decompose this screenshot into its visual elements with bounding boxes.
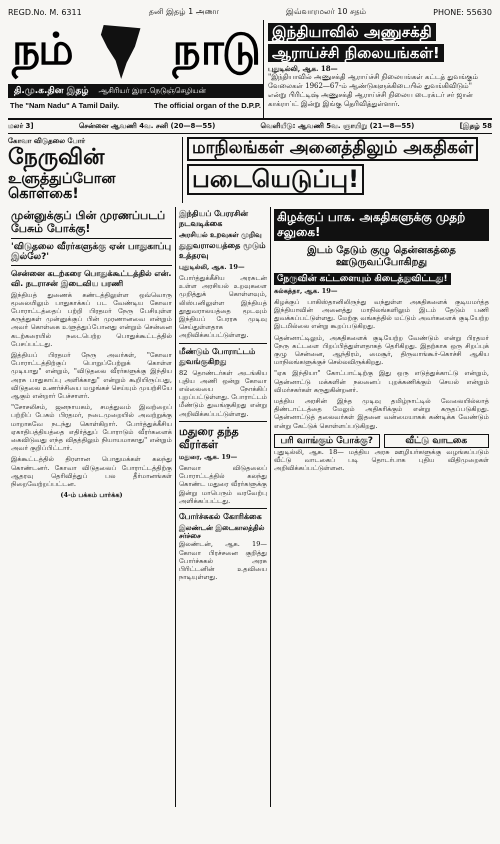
issue-price: தனி இதழ் 1 அணா [148,7,219,16]
col1-paragraph: இந்தியத் துணைக் கண்டத்திலுள்ள ஒவ்வொரு மூலையிலும் பாதுகாக்கப் பட வேண்டிய கோவா போராட்டத்தைப் பற்றி பிரதமர் நேரு பேசியுள்ள கருத்துகள் முன்னுக்குப் பின் முரணானவை என்றும் அவர் கொள்கை உளுத்துப்போனது என்றும் சென்னை கடற்கரையில் நடைபெற்ற பொதுக்கூட்டத்தில் பேசப்பட்டது. [11,290,172,348]
col1-paragraph: இத்தியப் பிரதமர் நேரு அவர்கள், "கோவா போராட்டத்திற்குப் பொறுப்பேற்றுக் கொள்ள முடியாது" என்றும், "விடுதலை வீரர்களுக்கு இந்திய அரசு பாதுகாப்பு அளிக்காது" என்றும் கூறியிருப்பது, விடுதலை உணர்ச்சியை மழுங்கச் செய்யும் முயற்சியே ஆகும் என்றார் பேச்சாளர். [11,350,172,400]
col2-dateline-2: மதுரை, ஆக. 19— [179,452,238,461]
map-icon [99,25,145,79]
col1-subhead: முன்னுக்குப் பின் முரணப்படப் பேசும் போக்கு! [11,208,166,235]
col2-subhead-2: துதுவராலயத்தை மூடும் உத்தரவு [179,240,266,260]
bottom-boxes [274,434,489,448]
logo-word-left: நம் [12,23,72,75]
party-name: தி.மு.க.தின இதழ் [8,86,94,97]
col3-paragraph: புதுடில்லி, ஆக. 18— மத்திய அரசு ஊழியர்களுக்கு வழங்கப்படும் வீட்டு வாடகைப் படி தொடர்பாக புதிய விதிமுறைகள் அறிவிக்கப்பட்டுள்ளன. [274,447,489,473]
col1-paragraph: இக்கூட்டத்தில் திரளான பொதுமக்கள் கலந்து கொண்டனர். கோவா விடுதலைப் போராட்டத்திற்கு ஆதரவு தெரிவித்துப் பல தீர்மானங்கள் நிறைவேற்றப்பட்டன. [11,455,172,488]
col1-paragraph: "சோசலிசம், ஜனநாயகம், சமத்துவம் இவற்றைப் பற்றிப் பேசும் பிரதமர், நடைமுறையில் அவற்றுக்கு மாறாகவே நடந்து கொள்கிறார். போர்த்துக்கீசிய ஏகாதிபத்தியத்தை எதிர்த்துப் போராடும் வீரர்களைக் கைவிடுவது எந்த விதத்திலும் நியாயமாகாது" என்றும் அவர் குறிப்பிட்டார். [11,403,172,453]
col3-subhead-2: நேருவின் கட்டளையும் கிடைத்துவிட்டது! [274,273,451,285]
top-right-story [263,20,492,118]
english-organ: The official organ of the D.P.P. [154,101,261,110]
col3-paragraph: மத்திய அரசின் இந்த முடிவு தமிழ்நாட்டில் வேலையில்லாத் திண்டாட்டத்தை மேலும் அதிகரிக்கும் என்று கருதப்படுகிறது. தென்னாட்டுத் தலைவர்கள் இதனை வன்மையாகக் கண்டிக்க வேண்டும் என்று கேட்டுக் கொள்ளப்படுகிறது. [274,396,489,430]
col2-subhead: இந்தியப் பேரரசின் நடவடிக்கை [179,208,248,228]
col2-paragraph: 82 தொண்டர்கள் அடங்கிய புதிய அணி ஒன்று கோவா எல்லையை நோக்கிப் புறப்பட்டுள்ளது. போராட்டம் மீண்டும் துவங்குகிறது என்று அறிவிக்கப்பட்டுள்ளது. [179,368,267,418]
col1-subhead-2: சென்னை கடற்கரை பொதுக்கூட்டத்தில் என். வி. நடராசன் இடைவிய பரணி [11,268,172,288]
english-name: The "Nam Nadu" A Tamil Daily. [10,101,120,110]
col2-subhead-3: மீண்டும் போராட்டம் துவங்குகிறது [179,346,256,366]
main-headlines [8,137,492,203]
col2-tag: அரசியல் உறவுகள் முறிவு [179,230,262,239]
phone-number: PHONE: 55630 [433,7,492,17]
box-headline-1: பரி வாங்கும் போக்கு? [274,434,380,448]
box-headline-2: வீட்டு வாடகை [384,434,490,448]
headline-states: மாநிலங்கள் அனைத்திலும் அகதிகள் [187,137,478,161]
headline-invasion: படையெடுப்பு! [187,164,364,195]
col2-paragraph: கோவா விடுதலைப் போராட்டத்தில் கலந்து கொண்ட மதுரை வீரர்களுக்கு இன்று மாபெரும் வரவேற்பு அளிக்கப்பட்டது. [179,463,267,505]
headline-left [8,137,183,203]
divider [11,238,172,239]
col2-subhead-6: இலண்டன் இடைகாலத்தில் சர்ச்சை [179,524,265,541]
divider [11,265,172,266]
divider [179,508,267,509]
col2-paragraph: இலண்டன், ஆக. 19— கோவா பிரச்சனை குறித்து போர்ச்சுகல் அரசு பிரிட்டனின் உதவியை நாடியுள்ளது. [179,540,267,582]
date-strip [8,120,492,134]
english-subtitle [8,98,263,113]
issue-number: [இதழ் 58 [459,122,492,130]
col3-subhead: இடம் தேடும் குழு தென்னகத்தை ஊடுருவப்போகிறது [307,244,456,268]
weekly-price: இவ்வாரமலர் 10 சதம் [286,7,367,16]
volume: மலர் 3] [8,122,34,130]
divider [179,343,267,344]
col2-subhead-5: போர்ச்சுகல் கோரிக்கை [179,512,262,521]
headline-nehru: நேருவின் [8,145,105,170]
col3-paragraph: தென்னாட்டிலும், அகதிகளைக் குடியேற்ற வேண்டும் என்று பிரதமர் நேரு கட்டளை பிறப்பித்துள்ளதாகத் தெரிகிறது. இதற்காக ஒரு சிறப்புக் குழு சென்னை, ஆந்திரம், மைசூர், திருவாங்கூர்-கொச்சி ஆகிய மாநிலங்களுக்குச் செல்லவிருக்கிறது. [274,333,489,367]
party-banner [8,84,263,98]
newspaper-logo [8,20,263,84]
divider [179,421,267,422]
registration-number: REGD.No. M. 6311 [8,7,82,17]
column-3 [271,207,492,807]
col3-paragraph: "ஏக இந்தியா" கோட்பாட்டிற்கு இது ஒரு எடுத்துக்காட்டு என்றும், தென்னாட்டு மக்களின் நலனைப் புறக்கணிக்கும் செயல் என்றும் விமர்சகர்கள் கருதுகின்றனர். [274,369,489,394]
col2-paragraph: போர்த்துக்கீசிய அரசுடன் உள்ள அரசியல் உறவுகளை முறித்துக் கொள்ளவும், லிஸ்பனிலுள்ள இந்தியத் தூதுவராலயத்தை மூடவும் இந்தியப் பேரரசு முடிவு செய்துள்ளதாக அறிவிக்கப்பட்டுள்ளது. [179,273,267,340]
headline-right [183,137,492,203]
masthead [8,20,492,120]
col2-subhead-4: மதுரை தந்த வீரர்கள் [179,424,239,451]
logo-word-right: நாடு [172,23,259,75]
top-info-line [8,6,492,18]
column-2 [176,207,271,807]
place-date: சென்னை ஆவணி 4வ. சனி (20—8—55) [78,122,216,130]
top-right-text: "இந்தியாவில் அணுசக்தி ஆராய்ச்சி நிலையங்கள் கட்டத் துவங்கும் வேலைகள் 1962—67-ம் ஆண்டுகளுக்கிடையில் துவங்கிவிடும்" என்று பிரிட்டிஷ் அணுசக்தி ஆராய்ச்சி நிலைய டைரக்டர் சர் ஜான் காக்ராப்ட் இன்று இங்கு தெரிவித்துள்ளார். [268,73,479,108]
col3-paragraph: கிழக்குப் பாகிஸ்தானிலிருந்து வந்துள்ள அகதிகளைக் குடியமர்த்த இந்தியாவின் அனைத்து மாநிலங்களிலும் இடம் தேடும் பணி துவக்கப்பட்டுள்ளது. மேற்கு வங்கத்தில் மட்டும் அவர்களைக் குடியேற்ற இடமில்லை என்று கூறப்படுகிறது. [274,297,489,331]
top-right-headline-1: இந்தியாவில் அணுசக்தி [268,23,436,41]
col1-quote: 'விடுதலை வீரர்களுக்கு ஏன் பாதுகாப்பு இல்லே?' [11,241,172,262]
supplement-date: வெளியீடு: ஆவணி 5வ. ஞாயிறு (21—8—55) [260,122,415,130]
headline-tag: கோவா விடுதலை போர் [8,137,86,145]
col3-headline: கிழக்குப் பாக. அகதிகளுக்கு முதற் சலுகை! [274,209,489,241]
masthead-left [8,20,263,118]
top-right-dateline: புதுடில்லி, ஆக. 18— [268,64,338,73]
col3-dateline: கல்கத்தா, ஆக. 19— [274,286,338,295]
article-columns [8,207,492,807]
editor-name: ஆசிரியர் இரா.நெடுஞ்செழியன் [98,86,206,95]
headline-policy: உளுத்துப்போன கொள்கை! [8,171,116,203]
column-1 [8,207,176,807]
col2-dateline: புதுடில்லி, ஆக. 19— [179,262,245,271]
top-right-headline-2: ஆராய்ச்சி நிலையங்கள்! [268,44,444,62]
continued-note: (4-ம் பக்கம் பார்க்க) [60,491,123,500]
